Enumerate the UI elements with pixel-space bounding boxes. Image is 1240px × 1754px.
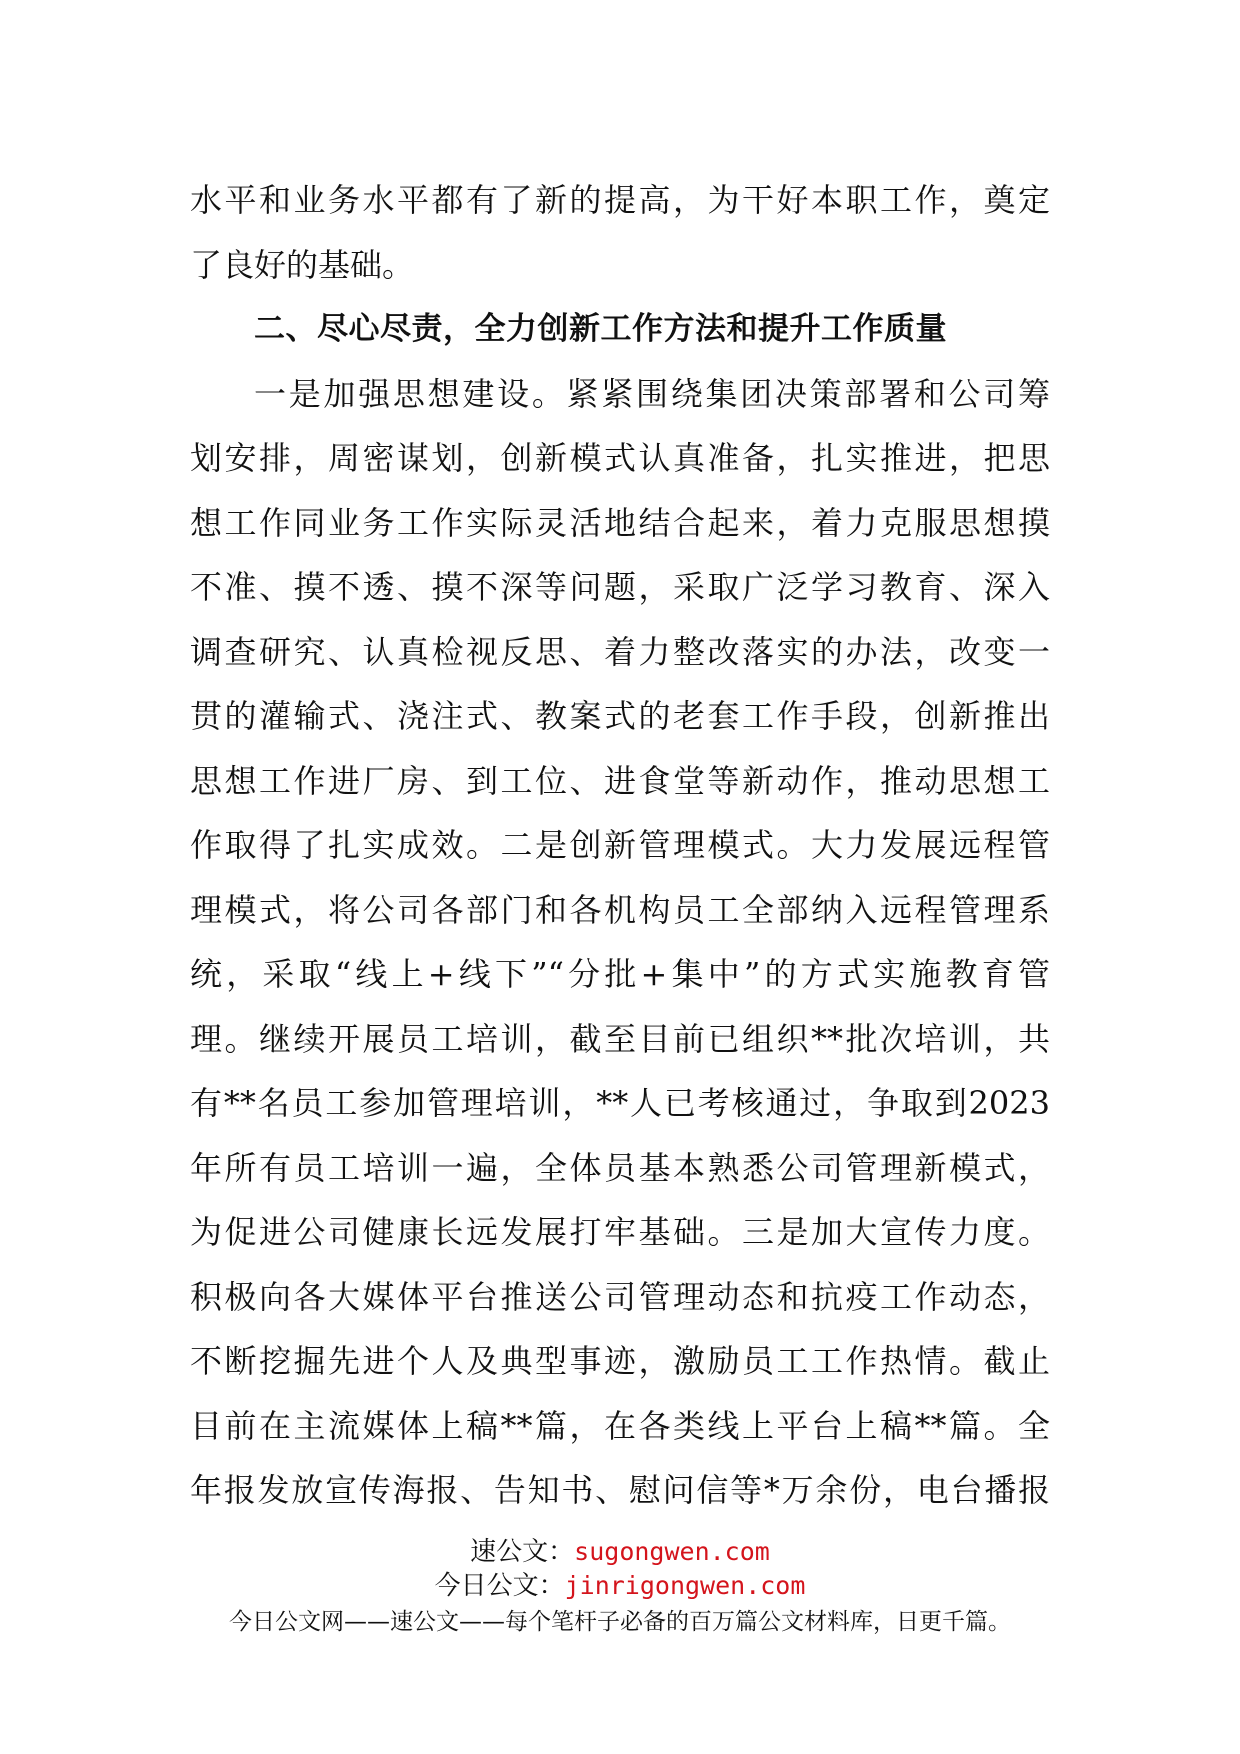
footer-jinrigongwen bbox=[0, 1569, 1240, 1603]
jinrigongwen-link[interactable]: jinrigongwen.com bbox=[564, 1571, 806, 1600]
paragraph-line: 目前在主流媒体上稿**篇，在各类线上平台上稿**篇。全 bbox=[190, 1406, 1050, 1445]
footer-tagline: 今日公文网——速公文——每个笔杆子必备的百万篇公文材料库，日更千篇。 bbox=[229, 1609, 1011, 1635]
paragraph-line: 调查研究、认真检视反思、着力整改落实的办法，改变一 bbox=[190, 632, 1050, 671]
footer-label: 今日公文： bbox=[434, 1571, 565, 1601]
paragraph-line: 想工作同业务工作实际灵活地结合起来，着力克服思想摸 bbox=[190, 503, 1050, 542]
paragraph-line: 不断挖掘先进个人及典型事迹，激励员工工作热情。截止 bbox=[190, 1342, 1050, 1380]
paragraph-line: 水平和业务水平都有了新的提高，为干好本职工作，奠定 bbox=[190, 181, 1050, 219]
paragraph-line: 为促进公司健康长远发展打牢基础。三是加大宣传力度。 bbox=[190, 1213, 1050, 1251]
paragraph-line: 积极向各大媒体平台推送公司管理动态和抗疫工作动态， bbox=[190, 1277, 1050, 1316]
paragraph-line: 年所有员工培训一遍，全体员基本熟悉公司管理新模式， bbox=[190, 1148, 1050, 1187]
sugongwen-link[interactable]: sugongwen.com bbox=[574, 1537, 770, 1566]
page-footer bbox=[0, 1535, 1240, 1639]
footer-label: 速公文： bbox=[470, 1537, 575, 1567]
paragraph-line: 了良好的基础。 bbox=[190, 245, 415, 284]
paragraph-line: 思想工作进厂房、到工位、进食堂等新动作，推动思想工 bbox=[190, 761, 1050, 800]
document-body bbox=[190, 168, 1050, 1523]
paragraph-line: 理模式，将公司各部门和各机构员工全部纳入远程管理系 bbox=[190, 890, 1050, 929]
footer-sugongwen bbox=[0, 1535, 1240, 1569]
paragraph-line: 年报发放宣传海报、告知书、慰问信等*万余份，电台播报 bbox=[190, 1471, 1050, 1509]
paragraph-line: 作取得了扎实成效。二是创新管理模式。大力发展远程管 bbox=[190, 826, 1050, 864]
paragraph-line: 一是加强思想建设。紧紧围绕集团决策部署和公司筹 bbox=[254, 374, 1050, 413]
paragraph-line: 划安排，周密谋划，创新模式认真准备，扎实推进，把思 bbox=[190, 439, 1050, 477]
paragraph-line: 统，采取“线上+线下”“分批+集中”的方式实施教育管 bbox=[190, 955, 1050, 993]
paragraph-line: 贯的灌输式、浇注式、教案式的老套工作手段，创新推出 bbox=[190, 697, 1050, 735]
paragraph-line: 不准、摸不透、摸不深等问题，采取广泛学习教育、深入 bbox=[190, 568, 1050, 606]
paragraph-line: 理。继续开展员工培训，截至目前已组织**批次培训，共 bbox=[190, 1019, 1050, 1058]
paragraph-line: 有**名员工参加管理培训，**人已考核通过，争取到2023 bbox=[190, 1084, 1050, 1122]
section-heading: 二、尽心尽责，全力创新工作方法和提升工作质量 bbox=[254, 311, 947, 347]
